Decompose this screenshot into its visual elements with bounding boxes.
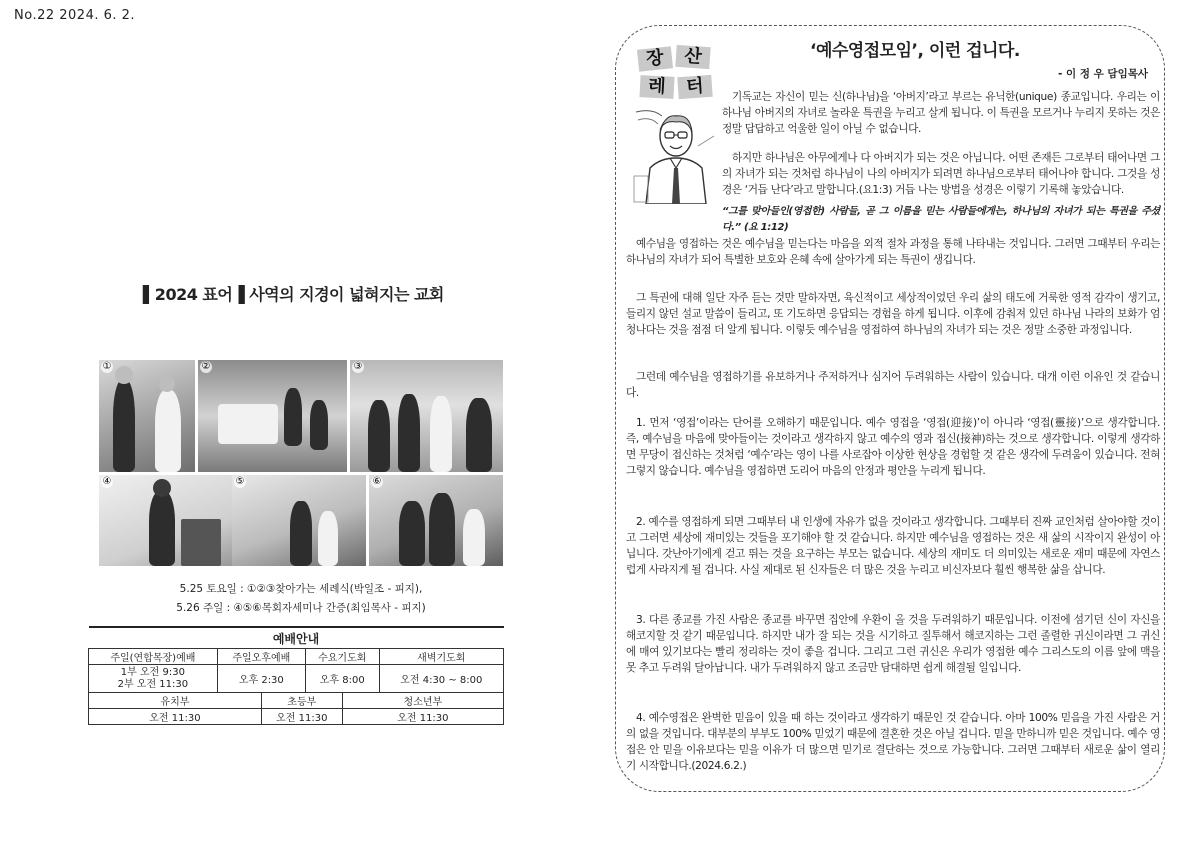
photo-number: ②	[201, 361, 211, 372]
department-header: 초등부	[261, 693, 342, 709]
jangsan-letter-logo	[636, 46, 714, 102]
department-time: 오전 11:30	[342, 709, 503, 725]
service-header: 새벽기도회	[379, 649, 503, 665]
department-time: 오전 11:30	[261, 709, 342, 725]
department-header: 청소년부	[342, 693, 503, 709]
service-time: 오전 4:30 ~ 8:00	[379, 665, 503, 693]
logo-char: 산	[675, 45, 710, 69]
issue-number: No.22 2024. 6. 2.	[14, 8, 136, 23]
article-paragraph-2-tail: 예수님을 영접하는 것은 예수님을 믿는다는 마음을 외적 절차 과정을 통해 나타내는 것입니다. 그러면 그때부터 우리는 하나님의 자녀가 되어 특별한 보호와 은혜 속에 살아가게 되는 특권이 생깁니다.	[626, 238, 1160, 266]
article-paragraph-4: 그런데 예수님을 영접하기를 유보하거나 주저하거나 심지어 두려워하는 사람이 있습니다. 대개 이런 이유인 것 같습니다.	[626, 371, 1160, 399]
photo-caption-1: 5.25 토요일 : ①②③찾아가는 세례식(박일조 - 피지),	[179, 583, 423, 595]
reason-3: 3. 다른 종교를 가진 사람은 종교를 바꾸면 집안에 우환이 올 것을 두려워하기 때문입니다. 이전에 섬기던 신이 자신을 해코지할 것 같기 때문입니다. 하지만 내가 잘 되는 것을 시기하고 질투해서 해코지하는 그런 졸렬한 귀신이라면 그 귀신에 매여 있기보다는 빨리 정리하는 것이 좋을 겁니다. 그리고 그런 귀신은 우리가 영접한 예수 그리스도의 이름 앞에 맥을 못 추고 두려워 달아납니다. 내가 두려워하지 않고 조금만 담대하면 쉽게 해결될 일입니다.	[626, 614, 1160, 674]
service-header: 수요기도회	[305, 649, 379, 665]
service-schedule-table	[88, 626, 504, 725]
photo-3	[350, 360, 503, 472]
photo-number: ⑥	[372, 476, 382, 487]
photo-caption-2: 5.26 주일 : ④⑤⑥목회자세미나 간증(최임목사 - 피지)	[176, 602, 426, 614]
service-time: 오후 2:30	[217, 665, 305, 693]
photo-6	[369, 475, 503, 566]
department-time: 오전 11:30	[89, 709, 262, 725]
service-time: 오후 8:00	[305, 665, 379, 693]
photo-number: ④	[102, 476, 112, 487]
article-paragraph-1: 기독교는 자신이 믿는 신(하나님)을 ‘아버지’라고 부르는 유닉한(unique) 종교입니다. 우리는 이 하나님 아버지의 자녀로 놀라운 특권을 누리고 살게 됩니다. 이 특권을 모르거나 누리지 못하는 것은 정말 답답하고 억울한 일이 아닐 수 없습니다.	[722, 91, 1160, 135]
photo-collage	[99, 360, 503, 566]
article-paragraph-2: 하지만 하나님은 아무에게나 다 아버지가 되는 것은 아닙니다. 어떤 존재든 그로부터 태어나면 그의 자녀가 되는 것처럼 하나님이 나의 아버지가 되려면 하나님으로부터 태어나야 합니다. 그것을 성경은 ‘거듭 난다’라고 말합니다.(요1:3) 거듭 나는 방법을 성경은 이렇기 기록해 놓았습니다.	[722, 152, 1160, 196]
bible-verse: “그를 맞아들인(영접한) 사람들, 곧 그 이름을 믿는 사람들에게는, 하나님의 자녀가 되는 특권을 주셨다.” (요 1:12)	[722, 206, 1160, 233]
photo-2	[198, 360, 347, 472]
photo-5	[232, 475, 366, 566]
reason-2: 2. 예수를 영접하게 되면 그때부터 내 인생에 자유가 없을 것이라고 생각합니다. 그때부터 진짜 교인처럼 살아야할 것이고 그러면 세상에 재미있는 것들을 포기해야 할 것 같습니다. 하지만 예수님을 영접하는 것은 새 삶의 시작이지 완성이 아닙니다. 갓난아기에게 걷고 뛰는 것을 요구하는 부모는 없습니다. 세상의 재미도 더 의미있는 새로운 재미 때문에 자연스럽게 사라지게 될 겁니다. 사실 제대로 된 신자들은 더 많은 것을 누리고 비신자보다 훨씬 행복한 삶을 삽니다.	[626, 516, 1160, 576]
logo-char: 장	[637, 46, 673, 71]
pastor-portrait-illustration	[632, 106, 716, 204]
service-time: 1부 오전 9:30 2부 오전 11:30	[89, 665, 218, 693]
reason-4: 4. 예수영접은 완벽한 믿음이 있을 때 하는 것이라고 생각하기 때문인 것 같습니다. 아마 100% 믿음을 가진 사람은 거의 없을 것입니다. 대부분의 부부도 100% 믿었기 때문에 결혼한 것은 아닐 겁니다. 믿을 만하니까 믿은 것입니다. 예수 영접은 안 믿을 이유보다는 믿을 이유가 더 많으면 믿기로 결단하는 것으로 가능합니다. 그러면 그때부터 새로운 삶이 열리기 시작합니다.(2024.6.2.)	[626, 712, 1160, 772]
photo-number: ⑤	[235, 476, 245, 487]
reason-1: 1. 먼저 ‘영접’이라는 단어를 오해하기 때문입니다. 예수 영접을 ‘영접(迎接)’이 아니라 ‘영접(靈接)’으로 생각합니다. 즉, 예수님을 마음에 맞아들이는 것이라고 생각하지 않고 예수의 영과 접신(接神)하는 것으로 생각합니다. 이렇게 생각하면 무당이 접신하는 것처럼 ‘예수’라는 영이 나를 사로잡아 이상한 현상을 경험할 것 같은 생각에 두려움이 있습니다. 전혀 그렇지 않습니다. 예수님을 영접하면 도리어 마음의 안정과 평안을 누리게 됩니다.	[626, 417, 1160, 477]
article-title: ‘예수영접모임’, 이런 겁니다.	[810, 41, 1020, 61]
yearly-motto: ▌2024 표어▐ 사역의 지경이 넓혀지는 교회	[143, 285, 444, 304]
photo-number: ①	[102, 361, 112, 372]
photo-number: ③	[353, 361, 363, 372]
service-header: 주일오후예배	[217, 649, 305, 665]
service-schedule-title: 예배안내	[89, 627, 504, 649]
article-paragraph-3: 그 특권에 대해 일단 자주 듣는 것만 말하자면, 육신적이고 세상적이었던 우리 삶의 태도에 거룩한 영적 감각이 생기고, 들리지 않던 설교 말씀이 들리고, 또 기도하면 응답되는 경험을 하게 됩니다. 이후에 감춰져 있던 하나님 나라의 보화가 엄청나다는 것을 점점 더 알게 됩니다. 이렇듯 예수님을 영접하여 하나님의 자녀가 되는 것은 정말 소중한 과정입니다.	[626, 292, 1160, 336]
department-header: 유치부	[89, 693, 262, 709]
photo-1	[99, 360, 195, 472]
article-author: - 이 정 우 담임목사	[1058, 68, 1148, 80]
service-header: 주일(연합목장)예배	[89, 649, 218, 665]
logo-char: 터	[677, 75, 712, 99]
logo-char: 레	[639, 75, 674, 99]
